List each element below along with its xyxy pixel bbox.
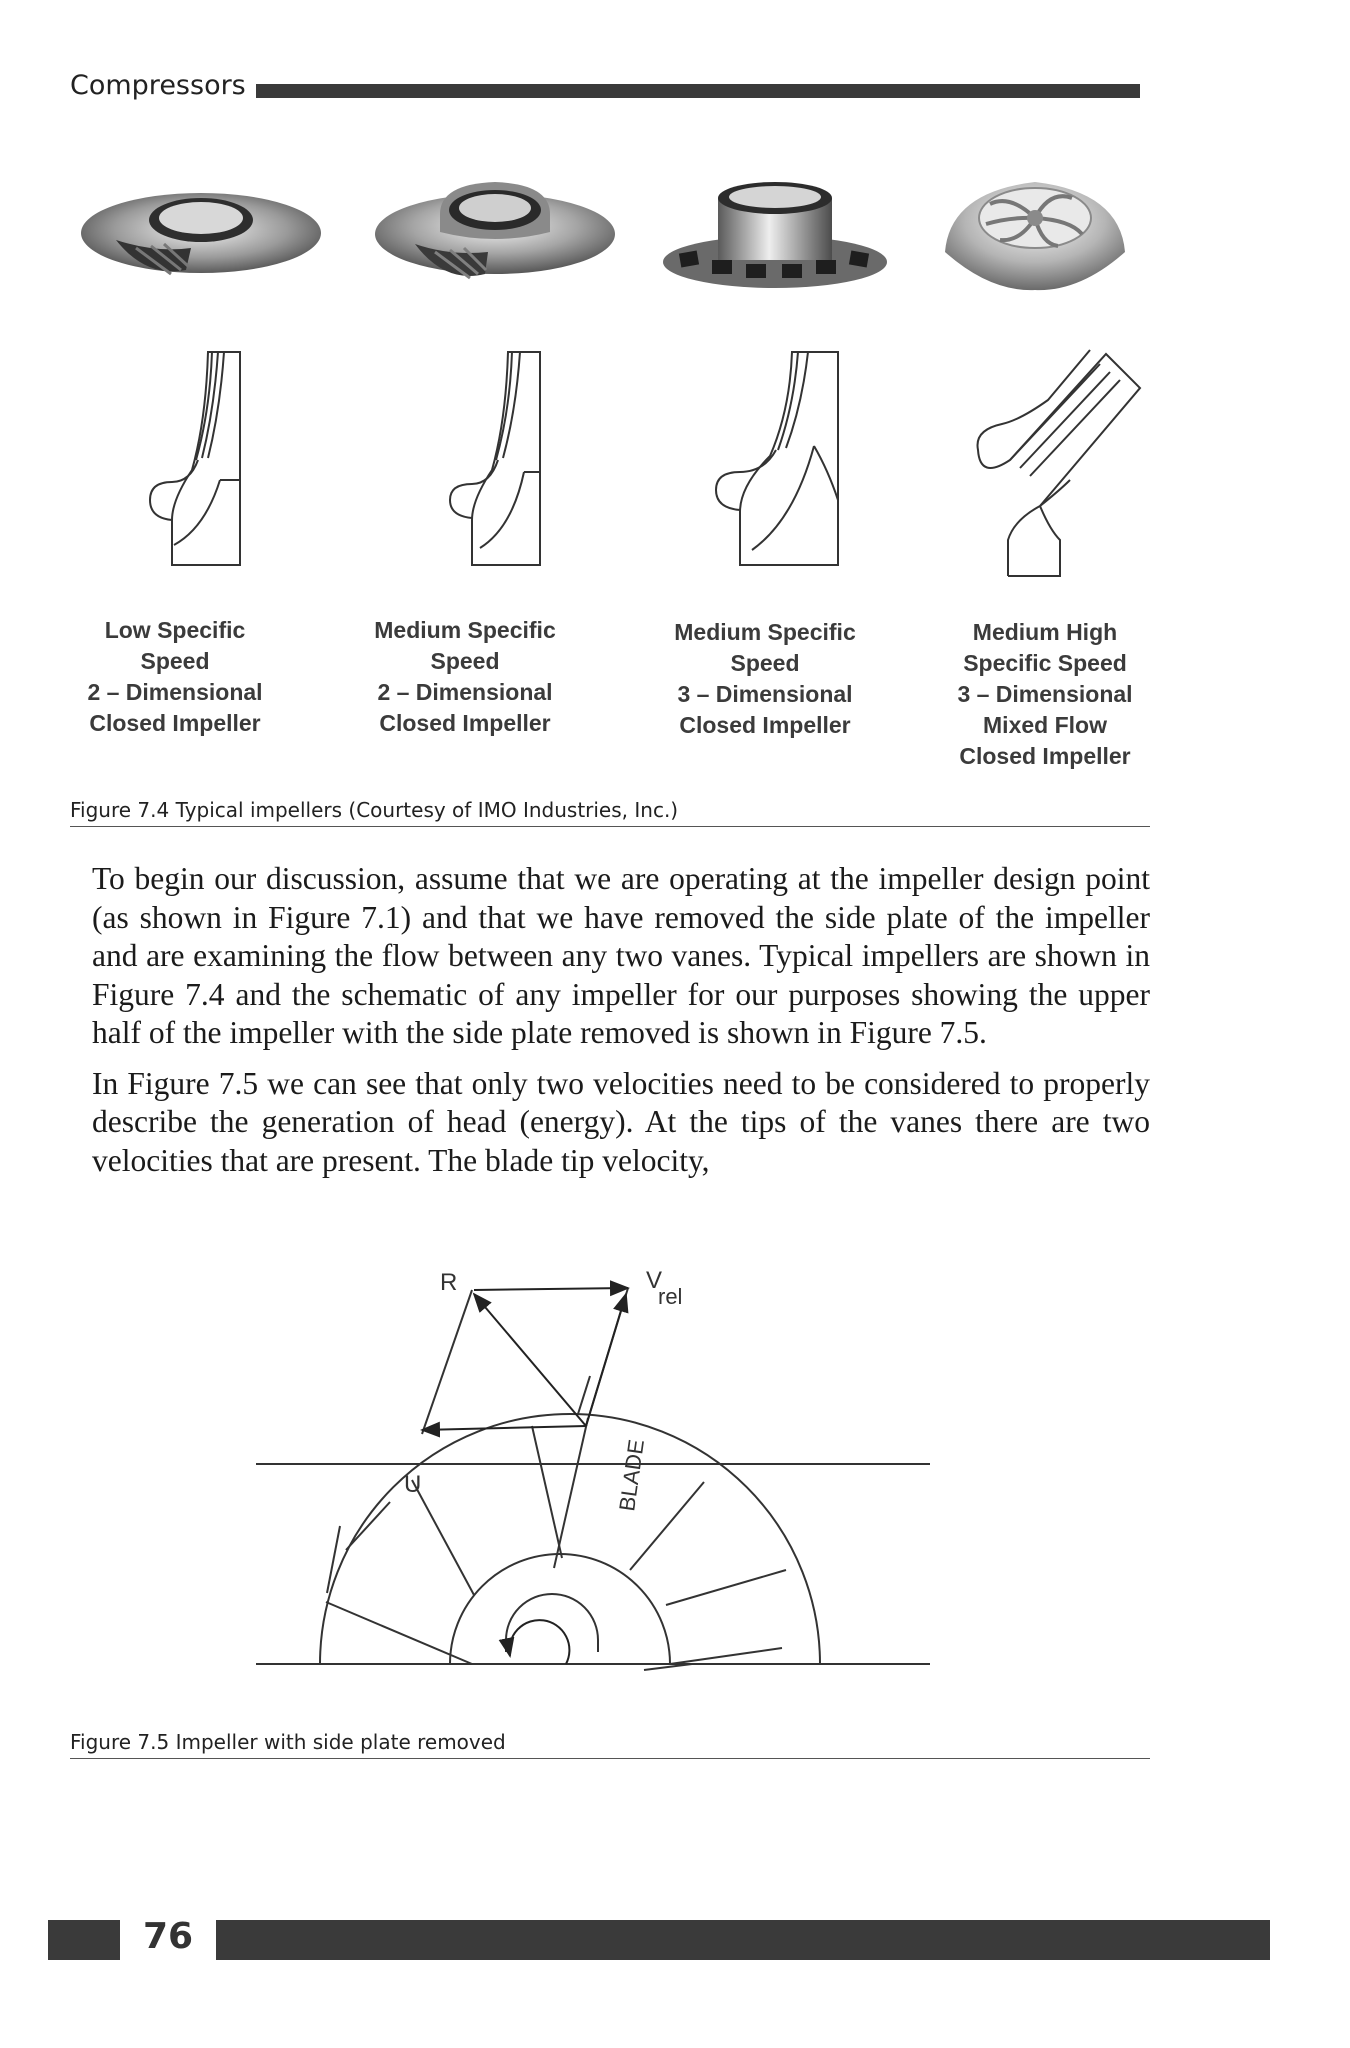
impeller-label-4: Medium High Specific Speed 3 – Dimensional Mixed Flow Closed Impeller: [957, 619, 1133, 769]
footer-block: [48, 1920, 120, 1960]
running-header-title: Compressors: [70, 70, 246, 101]
figure-7-4-caption-rule: [70, 826, 1150, 827]
impeller-label-2: Medium Specific Speed 2 – Dimensional Closed Impeller: [374, 617, 556, 736]
impeller-photo-1: [76, 178, 326, 298]
running-header: [70, 68, 1140, 108]
impeller-photo-3: [650, 170, 900, 300]
impeller-photo-2: [370, 174, 620, 298]
page-footer: [48, 1912, 1270, 1972]
header-rule: [256, 84, 1140, 98]
label-r: R: [440, 1269, 458, 1296]
body-text: [92, 860, 1150, 1192]
page-number: 76: [143, 1916, 194, 1957]
figure-7-4: [70, 170, 1150, 830]
label-v-sub: rel: [658, 1284, 683, 1309]
impeller-section-4: [950, 340, 1150, 580]
figure-7-5-caption-rule: [70, 1758, 1150, 1759]
label-blade: BLADE: [614, 1437, 649, 1513]
impeller-section-3: [690, 350, 880, 570]
paragraph-1: To begin our discussion, assume that we are operating at the impeller design point (as shown in Figure 7.1) and that we have removed the side plate of the impeller and are examining the flow between any two vanes. Typical impellers are shown in Figure 7.4 and the schematic of any impeller for our purposes showing the upper half of the impeller with the side plate removed is shown in Figure 7.5.: [92, 861, 1150, 1050]
impeller-label-3: Medium Specific Speed 3 – Dimensional Closed Impeller: [674, 619, 856, 738]
footer-bar: [216, 1920, 1270, 1960]
impeller-section-1: [110, 350, 280, 570]
impeller-photo-4: [930, 172, 1140, 302]
figure-7-5: [70, 1260, 1150, 1820]
label-u: U: [404, 1471, 422, 1498]
figure-7-4-caption: Figure 7.4 Typical impellers (Courtesy of IMO Industries, Inc.): [70, 798, 679, 822]
paragraph-2: In Figure 7.5 we can see that only two velocities need to be considered to properly describe the generation of head (energy). At the tips of the vanes there are two velocities that are present. The blade tip velocity,: [92, 1065, 1150, 1178]
figure-7-5-caption: Figure 7.5 Impeller with side plate removed: [70, 1730, 506, 1754]
label-v: V: [646, 1267, 663, 1294]
impeller-section-2: [410, 350, 580, 570]
impeller-label-1: Low Specific Speed 2 – Dimensional Closed Impeller: [87, 617, 263, 736]
